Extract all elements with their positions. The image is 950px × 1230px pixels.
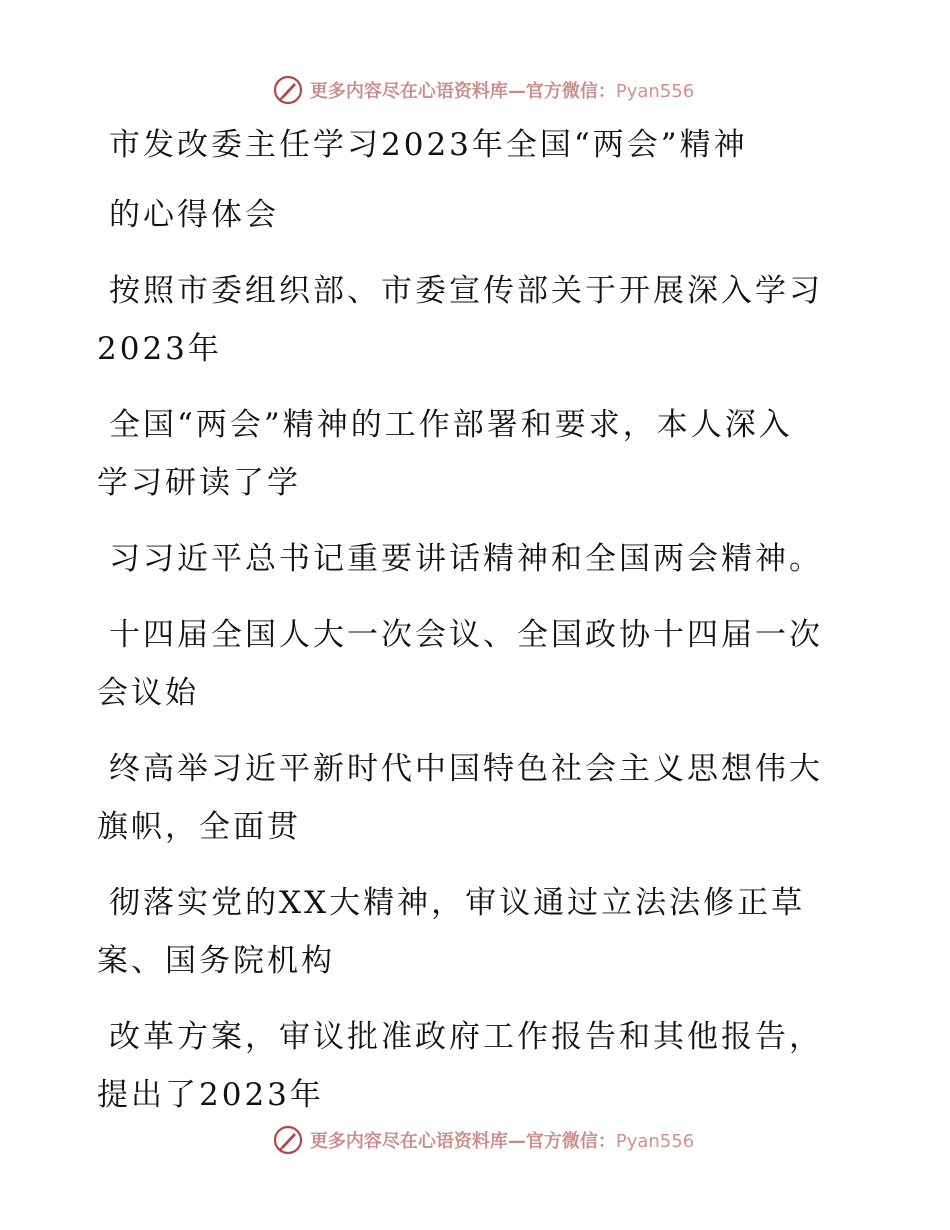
text-line: 改革方案，审议批准政府工作报告和其他报告， (109, 1019, 823, 1055)
header-watermark-banner (0, 70, 950, 110)
quill-logo-icon (272, 74, 304, 106)
banner-handle: Pyan556 (615, 81, 695, 102)
text-line: 学习研读了学 (97, 465, 301, 501)
banner-text: 更多内容尽在心语资料库—官方微信：Pyan556 (309, 81, 695, 102)
text-line: 旗帜，全面贯 (97, 809, 301, 845)
text-line: 十四届全国人大一次会议、全国政协十四届一次 (109, 617, 823, 653)
text-line: 全国“两会”精神的工作部署和要求，本人深入 (109, 407, 793, 443)
banner-handle: Pyan556 (615, 1131, 695, 1152)
text-line: 彻落实党的XX大精神，审议通过立法法修正草 (109, 885, 806, 921)
banner-text: 更多内容尽在心语资料库—官方微信：Pyan556 (309, 1131, 695, 1152)
text-line: 终高举习近平新时代中国特色社会主义思想伟大 (109, 751, 823, 787)
text-line: 提出了2023年 (97, 1077, 324, 1113)
text-line: 按照市委组织部、市委宣传部关于开展深入学习 (109, 273, 823, 309)
quill-logo-icon (272, 1124, 304, 1156)
text-line: 会议始 (97, 675, 199, 711)
document-body (97, 120, 837, 1115)
text-line: 2023年 (97, 331, 222, 367)
title-line-1: 市发改委主任学习2023年全国“两会”精神 (109, 127, 748, 163)
title-line-2: 的心得体会 (109, 197, 279, 233)
text-line: 案、国务院机构 (97, 943, 335, 979)
text-line: 习习近平总书记重要讲话精神和全国两会精神。 (109, 541, 823, 577)
footer-watermark-banner (0, 1120, 950, 1160)
